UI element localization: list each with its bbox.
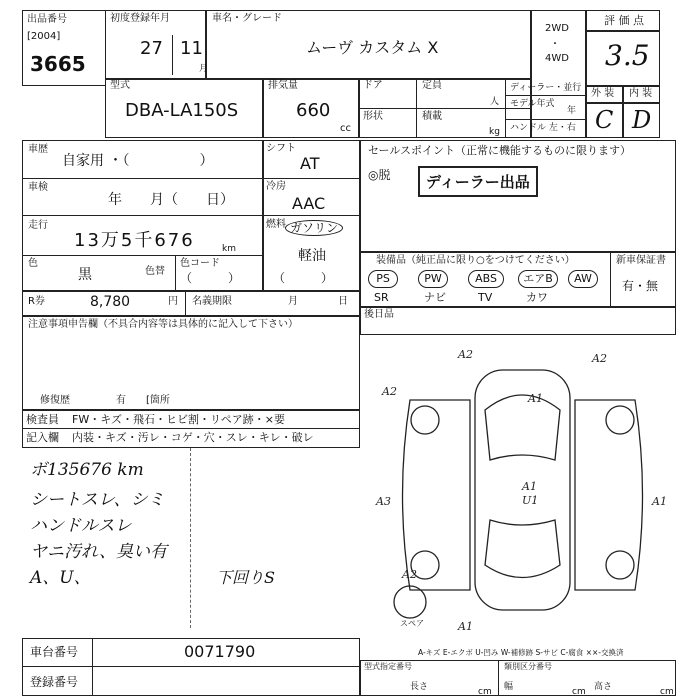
certified-label: 型式指定番号: [364, 662, 412, 671]
width-cm: cm: [572, 687, 586, 697]
month-unit: 月: [199, 64, 209, 74]
mark-a2-front: A2: [458, 348, 473, 361]
disp-value: 660: [296, 100, 331, 121]
car-damage-diagram: [370, 340, 680, 650]
length-cm: cm: [478, 687, 492, 697]
dealer-label: ディーラー・並行: [510, 83, 582, 93]
fuel-light: 軽油: [298, 248, 326, 264]
score-label: 評 価 点: [604, 14, 644, 27]
lot-number: 3665: [30, 52, 86, 76]
mark-a2-front-right: A2: [592, 352, 607, 365]
capacity-unit: 人: [490, 97, 500, 107]
equip-leather: カワ: [526, 291, 548, 304]
hand-line-5: A、U、: [30, 568, 91, 588]
mark-u1-roof: U1: [522, 494, 539, 507]
ext-label: 外 装: [591, 88, 615, 99]
damage-legend: A-キズ E-エクボ U-凹み W-補修跡 S-サビ C-腐食 ××-交換済: [418, 648, 624, 657]
recycle-unit: 円: [168, 296, 178, 307]
inspector-label: 検査員: [26, 413, 59, 426]
model-year-label: モデル年式: [510, 99, 555, 109]
dealer-stamp: ディーラー出品: [418, 166, 538, 197]
lot-sub: [2004]: [27, 31, 61, 42]
reg-year: 27: [140, 38, 163, 59]
equip-aw: AW: [568, 270, 598, 288]
later-label: 後日品: [364, 309, 394, 320]
drive-dot: ・: [550, 39, 560, 50]
mark-a3-left: A3: [376, 495, 391, 508]
width-label: 幅: [504, 682, 514, 692]
load-unit: kg: [489, 127, 500, 137]
expiry-month: 月: [288, 296, 298, 307]
mark-a1-roof: A1: [522, 480, 537, 493]
repair-label: 修復歴: [40, 395, 70, 406]
load-label: 積載: [422, 111, 442, 122]
disp-label: 排気量: [268, 80, 298, 91]
color-value: 黒: [78, 267, 92, 283]
entry-items: 内装・キズ・汚レ・コゲ・穴・スレ・キレ・破レ: [72, 431, 314, 444]
shift-label: シフト: [266, 143, 296, 154]
height-cm: cm: [660, 687, 674, 697]
reg-label: 初度登録年月: [110, 13, 170, 24]
int-label: 内 装: [629, 88, 653, 99]
capacity-label: 定員: [422, 80, 442, 91]
fuel-label: 燃料: [266, 219, 286, 230]
hand-line-4: ヤニ汚れ、臭い有: [30, 542, 168, 562]
hand-line-3: ハンドルスレ: [30, 516, 132, 536]
expiry-day: 日: [338, 296, 348, 307]
handle-label: ハンドル 左・右: [510, 123, 576, 133]
equip-abs: ABS: [468, 270, 504, 288]
mileage-value: 13万5千676: [74, 230, 195, 251]
mark-a1-hood: A1: [528, 392, 543, 405]
history-label: 車歴: [28, 144, 48, 155]
history-value: 自家用 ・（ ）: [62, 153, 214, 169]
later-box: [360, 307, 676, 335]
recycle-label: R券: [28, 296, 45, 307]
alert-icon-text: ◎脱: [368, 168, 391, 182]
warranty-value: 有・無: [622, 279, 659, 293]
report-label: 注意事項申告欄（不具合内容等は具体的に記入して下さい）: [28, 319, 298, 330]
fuel-paren: （ ）: [273, 271, 334, 285]
color-code-label: 色コード: [180, 258, 220, 269]
car-name: ムーヴ カスタム X: [306, 38, 439, 57]
color-code-paren: （ ）: [180, 271, 241, 285]
door-label: ドア: [363, 80, 383, 91]
class-label: 類別区分番号: [504, 662, 552, 671]
hand-line-1: ボ135676 km: [30, 460, 144, 480]
equip-sr: SR: [374, 291, 389, 304]
model-value: DBA-LA150S: [125, 100, 239, 121]
color-changed-label: 色替: [145, 266, 165, 277]
drive-4wd: 4WD: [545, 53, 569, 64]
frame-label: 車台番号: [30, 645, 79, 659]
mileage-label: 走行: [28, 220, 48, 231]
ext-grade: C: [595, 106, 614, 134]
disp-unit: cc: [340, 123, 351, 134]
inspector-items: FW・キズ・飛石・ヒビ割・リペア跡・×要: [72, 413, 285, 426]
mark-a2-left: A2: [382, 385, 397, 398]
color-label: 色: [28, 258, 38, 269]
mark-a1-rear: A1: [458, 620, 473, 633]
model-label: 型式: [110, 80, 130, 91]
reg-no-label: 登録番号: [30, 675, 79, 689]
mark-a1-right: A1: [652, 495, 667, 508]
int-grade: D: [632, 106, 652, 134]
lot-label: 出品番号: [27, 14, 67, 25]
sales-label: セールスポイント（正常に機能するものに限ります）: [368, 144, 632, 157]
mark-a2-rear-left: A2: [402, 568, 417, 581]
entry-label: 記入欄: [26, 431, 59, 444]
length-label: 長さ: [410, 682, 429, 692]
equipment-label: 装備品（純正品に限り○をつけてください）: [376, 255, 575, 266]
mileage-unit: km: [222, 244, 236, 254]
spare-label: スペア: [400, 619, 424, 628]
repair-place: [箇所: [146, 395, 170, 406]
drive-2wd: 2WD: [545, 23, 569, 34]
reg-month: 11: [180, 38, 203, 59]
repair-value: 有: [116, 395, 126, 406]
inspection-value: 年 月（ 日）: [108, 192, 234, 208]
hand-line-2: シートスレ、シミ: [30, 490, 165, 510]
equip-pw: PW: [418, 270, 448, 288]
equip-navi: ナビ: [424, 291, 446, 304]
equip-ps: PS: [368, 270, 398, 288]
shape-label: 形状: [363, 111, 383, 122]
name-label: 車名・グレード: [212, 13, 282, 24]
score-value: 3.5: [605, 39, 650, 72]
ac-value: AAC: [292, 194, 326, 213]
ac-label: 冷房: [266, 181, 286, 192]
frame-value: 0071790: [184, 642, 256, 661]
warranty-label: 新車保証書: [616, 255, 666, 266]
recycle-value: 8,780: [90, 294, 131, 310]
inspection-label: 車検: [28, 182, 48, 193]
height-label: 高さ: [594, 682, 613, 692]
expiry-label: 名義期限: [192, 296, 232, 307]
model-year-unit: 年: [567, 106, 577, 116]
shift-value: AT: [300, 154, 320, 173]
equip-tv: TV: [478, 291, 493, 304]
equip-airbag: エアB: [518, 270, 558, 288]
fuel-gas: ガソリン: [285, 220, 343, 236]
hand-side-note: 下回りS: [216, 568, 275, 587]
